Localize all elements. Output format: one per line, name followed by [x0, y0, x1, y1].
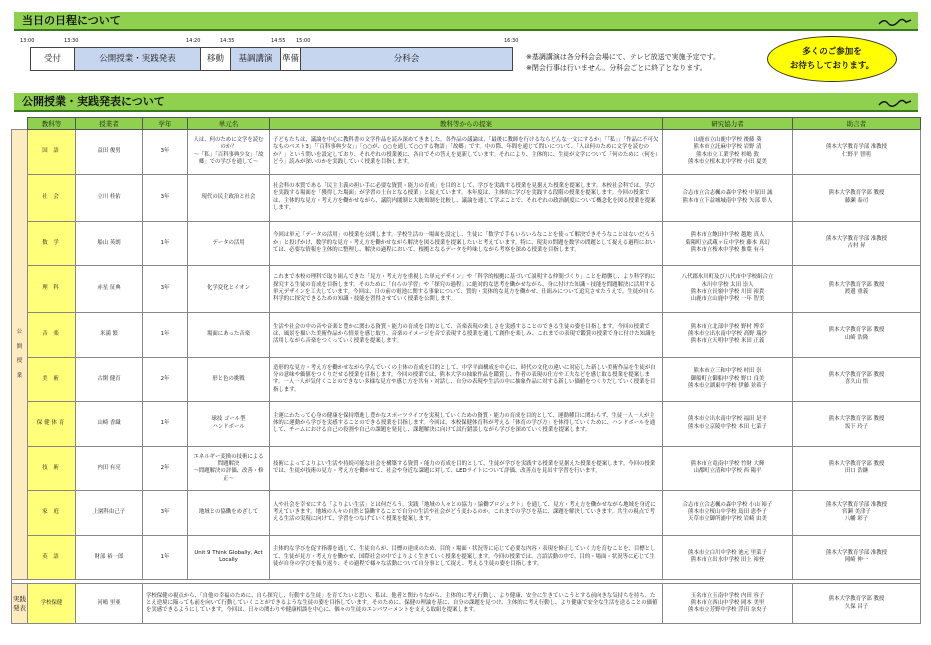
- row-subject: 国 語: [28, 130, 76, 175]
- row-cooperators: 熊本市立北部中学校 野村 博幸 熊本市立出水南中学校 高野 瑞沙 熊本市立天明中学校 米田 正義: [663, 313, 793, 358]
- header-teacher: 授業者: [76, 118, 143, 130]
- side-label-open: 公 開 授 業: [12, 130, 28, 580]
- table-row: [12, 174, 921, 221]
- row-subject: 保健体育: [28, 402, 76, 447]
- row-proposal: 子どもたちは、議論を中心に教科書の文学作品を読み深めてきました。各作品の議論は、「最後に教師を行けるならどんな一文にするか」「「私」」「作品に不可欠なものベスト3」「「百科事典少女」」「○○が、○○を通して○○する物語」「故郷」です。中の際、年間を通じて問いについて、「人は何のために文学を読むのか？」という問いを設定しており、それぞれの授業後に、各自でその答えを更新しています。それにより、主体的に、生徒が文学について「何のために（何を）どう」読みが深いのかを実践していく授業を目指します。: [270, 130, 663, 175]
- row-proposal: 社会科の本質である「民主主義の担い手に必要な資質・能力の育成」を目的として、学びを実践する授業を見据えた授業を提案します。本校社会科では、学びを実践する場面を「獲得した場面」が学習の土台となる授業」と捉えています。本年度は、主体的に学びを実践する段階の授業を提案します。今回の授業では、主体的な見方・考え方を働かせながら、議院内閣制と大統領制を比較し、議論を通して学ぶことで、それぞれの政治制度について概念化を図る授業を提案します。: [270, 174, 663, 221]
- row-teacher: 内田 有亮: [76, 446, 143, 491]
- time-label: 13:30: [64, 38, 79, 44]
- row-unit: 形と色の挑戦: [188, 357, 270, 402]
- section-schedule-title: 当日の日程について: [14, 12, 918, 31]
- row-grade: 1年: [143, 221, 188, 266]
- header-proposal: 教科等からの提案: [270, 118, 663, 130]
- table-row: [12, 313, 921, 358]
- row-unit: 場面にあった音楽: [188, 313, 270, 358]
- time-label: 14:20: [186, 38, 201, 44]
- practice-cooperators: 玉名市立玉南中学校 内田 容子 熊本市立西山中学校 岡本 美里 熊本市立芳野中学校 浮田 奈央子: [663, 584, 793, 624]
- row-proposal: 人や社会を幸せにする「よりよい生活」とは何だろう。実践「地域の人々との協力・協働プロジェクト」を通して、見方・考え方を働かせながら地域を身近に考えていきます。地域の人々の自然と協働することで自分の生活や社会がどう変わるのか。これまでの学びを基に、課題を解決していきます。共生の視点で考える生活の実現に向けて、学習をつなげていく授業を提案します。: [270, 491, 663, 536]
- row-advisors: 熊本大学教育学部 准教授 宮瀬 美津子 八幡 彩子: [793, 491, 921, 536]
- header-unit: 単元名: [188, 118, 270, 130]
- row-subject: 理 科: [28, 266, 76, 313]
- row-teacher: 山崎 香織: [76, 402, 143, 447]
- row-unit: 人は、何のために文学を読むのか？ ～「私」「百科事典少女」「故郷」での学びを通して～: [188, 130, 270, 175]
- note-line: ※閉会行事は行いません。分科会ごとに終了となります。: [526, 64, 707, 72]
- row-cooperators: 熊本市立飽田中学校 越地 真人 菊陽町立武蔵ヶ丘中学校 藤本 真幻 熊本市立桜木中学校 推葉 有斗: [663, 221, 793, 266]
- row-grade: 1年: [143, 535, 188, 580]
- table-row: [12, 130, 921, 175]
- row-grade: 2年: [143, 446, 188, 491]
- table-row: [12, 535, 921, 580]
- row-proposal: これまで本校の理科で取り組んできた「見方・考え方を重視した単元デザイン」や「科学的根拠に基づいて説明する仲間づくり」ことを踏襲し、より科学的に探究する生徒の育成を目指します。そのために「自らの学習」や「探究の過程」に絶対的な思考を働かせながら、身に付けた知識・技能を問題解決に活用する単元デザインを工夫しています。今回は、日の前の電池に関する事象について、質的・実体的な見方を働かせ、仕組みについて追究させたうえで、生徒が自ら科学的に探究できるための知識・技能を習得させていく授業を公開します。: [270, 266, 663, 313]
- time-label: 14:35: [220, 38, 235, 44]
- table-row: [12, 221, 921, 266]
- row-advisors: 熊本大学教育学部 教授 山崎 浩隆: [793, 313, 921, 358]
- row-advisors: 熊本大学教育学部 教授 田口 浩継: [793, 446, 921, 491]
- table-header-row: [12, 118, 921, 130]
- row-grade: 3年: [143, 130, 188, 175]
- time-label: 16:30: [504, 38, 519, 44]
- table-row: [12, 357, 921, 402]
- schedule-timeline: [30, 47, 513, 71]
- row-subject: 音 楽: [28, 313, 76, 358]
- practice-proposal: 学校保健の視点から、「自他の幸福のために、自ら探究し、行動する生徒」を育てたいと思い、私は、他者と関わりながら、主体的に考え行動し、より健康、安全に生きていこうとする前向きな気持ちを持ち、たとえ逆境に陥っても前を向いて行動していくことができるような生徒の姿を目指しています。そのために、保健の理論を基に、自分の課題を見つけ、主体的に考え行動し、より健康で安全な生活を送ることの価値を実感できるようにしています。今回は、日々の関わりや健康相談を中心に、個々の生徒のエンパワーメントを支える取組を提案します。: [143, 584, 663, 624]
- row-unit: 現代の民主政治と社会: [188, 174, 270, 221]
- row-cooperators: 山鹿市立山鹿中学校 後藤 葵 熊本市立託麻中学校 岩野 清 熊本市立工業学校 杉嶋 敦 熊本市立植木北中学校 小田 夏美: [663, 130, 793, 175]
- timeline-prep: 準備: [281, 48, 301, 70]
- practice-row: [12, 584, 921, 624]
- row-cooperators: 八代郡氷川町及び八代市中学校組合立 氷川中学校 太田 崇人 熊本市立長嶺中学校 川田 裕貴 山鹿市立山鹿中学校 一年 智美: [663, 266, 793, 313]
- bubble-line: 多くのご参加を: [802, 47, 862, 57]
- time-label: 15:00: [296, 38, 311, 44]
- row-unit: エネルギー変換の技術による問題解決 ～問題解決の評価、改善・修正～: [188, 446, 270, 491]
- row-teacher: 上園科由己子: [76, 491, 143, 536]
- table-row: [12, 491, 921, 536]
- timeline-open-class: 公開授業・実践発表: [75, 48, 201, 70]
- header-advisors: 助言者: [793, 118, 921, 130]
- time-label: 13:00: [20, 38, 35, 44]
- row-unit: 化学変化とイオン: [188, 266, 270, 313]
- row-teacher: 益田 俊男: [76, 130, 143, 175]
- row-unit: Unit 9 Think Globally, Act Locally: [188, 535, 270, 580]
- row-subject: 英 語: [28, 535, 76, 580]
- row-subject: 社 会: [28, 174, 76, 221]
- row-advisors: 熊本大学教育学部 准教授 吉村 昇: [793, 221, 921, 266]
- row-subject: 家 庭: [28, 491, 76, 536]
- row-grade: 1年: [143, 313, 188, 358]
- row-advisors: 熊本大学教育学部 教授 喜久山 悟: [793, 357, 921, 402]
- bubble-line: お待ちしております。: [789, 61, 875, 71]
- row-proposal: 今回は単元「データの活用」の授業を公開します。学校生活の一場面を設定し、生徒に「数学で手もいろいろなことを使って解決できそうなことはないだろうか」と投げかけ、数学的な見方・考え方を働かせながら解決を図る授業を提案したいと考えています。特に、現実の問題を数学の問題として捉える過程においては、必要な情報を主体的に整理し、解決の過程において、根拠となるデータを吟味しながら考察を深める授業を目指します。: [270, 221, 663, 266]
- row-advisors: 熊本大学教育学部 教授 藤瀬 泰司: [793, 174, 921, 221]
- row-subject: 数 学: [28, 221, 76, 266]
- row-cooperators: 熊本市立白川中学校 池元 里菜子 熊本市立出水中学校 田上 裕登: [663, 535, 793, 580]
- row-proposal: 主体的な学びを促す指導を通して、生徒自らが、目標の達成のため、目的・場面・状況等に応じて必要な内容・表現を修正していく力を育むことを、目標として、生徒が見方・考え方を働かせ、国際社会の中でよりよく生きていく授業を提案します。今回の授業では、言語活動の中で、目的・場面・状況等に応じて生徒が自身の学びを振り返り、その過程で様々な活動について自分事として捉え、考える生徒の姿を目指します。: [270, 535, 663, 580]
- row-subject: 技 術: [28, 446, 76, 491]
- decorative-logo-icon: [878, 16, 912, 26]
- row-grade: 2年: [143, 357, 188, 402]
- row-grade: 3年: [143, 266, 188, 313]
- header-subject: 教科等: [28, 118, 76, 130]
- row-unit: 球技 ゴール型 ハンドボール: [188, 402, 270, 447]
- open-class-table: [11, 117, 921, 624]
- row-proposal: 技術によってよりよい生活や持続可能な社会を構築する資質・能力の育成を目的として、生徒が学びを実践する授業を見据えた授業を提案します。今回の授業では、生徒が技術の見方・考え方を働かせて、社会や身近な課題に対して、LEDライトについて評価、改善点を見出す学習を行います。: [270, 446, 663, 491]
- row-teacher: 古閑 健育: [76, 357, 143, 402]
- side-label-practice: 実践 発表: [12, 584, 28, 624]
- table-row: [12, 402, 921, 447]
- row-cooperators: 合志市立合志楓の森中学校 中原田 誠 熊本市立下益城城南中学校 矢部 彰人: [663, 174, 793, 221]
- timeline-keynote: 基調講演: [231, 48, 281, 70]
- row-advisors: 熊本大学教育学部 准教授 仁野平 智明: [793, 130, 921, 175]
- row-unit: データの活用: [188, 221, 270, 266]
- time-label: 14:55: [271, 38, 286, 44]
- header-grade: 学年: [143, 118, 188, 130]
- header-cooperators: 研究協力者: [663, 118, 793, 130]
- row-proposal: 主運にわたって心身の健康を保持増進し豊かなスポーツライフを実現していくための資質・能力の育成を目的として、運動種目に関わらず、生徒一人一人が主体的に運動から学びを実感することのできる授業を目指します。今回は、本校保健体育科が考える「体育の学び方」を体得していくために、ハンドボールを通して、チームにおける自己の役割や自己の課題を発見し、課題解決に向けて試行錯誤しながら学びを深めていく授業を提案します。: [270, 402, 663, 447]
- timeline-breakout: 分科会: [301, 48, 512, 70]
- row-cooperators: 熊本市立出水南中学校 福田 是平 熊本市立京陵中学校 本田 七菜子: [663, 402, 793, 447]
- schedule-notes: [526, 52, 720, 74]
- note-line: ※基調講演は各分科会会場にて、テレビ放送で実施予定です。: [526, 53, 721, 61]
- row-teacher: 船山 英朗: [76, 221, 143, 266]
- row-proposal: 生活や社会の中の音や音楽と豊かに関わる資質・能力の育成を目的として、音楽表現の楽しさを実感することのできる生徒の姿を目指します。今回の授業では、風景を描いた美術作品から情景を感じ取り、音楽のイメージを音で表現する授業を通して創作を楽しみ、これまでの表現で鑑賞の授業で身に付けた知識を活用しながら音楽をつくっていく授業を提案します。: [270, 313, 663, 358]
- row-advisors: 熊本大学教育学部 准教授 岡崎 伸一: [793, 535, 921, 580]
- row-grade: 3年: [143, 174, 188, 221]
- row-teacher: 財部 裕一郎: [76, 535, 143, 580]
- row-unit: 地域との協働をめざして: [188, 491, 270, 536]
- timeline-reception: 受付: [31, 48, 75, 70]
- row-grade: 3年: [143, 491, 188, 536]
- row-cooperators: 熊本市立三和中学校 村田 崇 御船町立御船中学校 野口 良美 熊本市立湖東中学校 伊藤 並希子: [663, 357, 793, 402]
- section-open-class-title: 公開授業・実践発表について: [14, 93, 918, 112]
- practice-advisors: 熊本大学教育学部 教授 久保 昌子: [793, 584, 921, 624]
- row-teacher: 立川 桂佑: [76, 174, 143, 221]
- row-teacher: 赤星 征典: [76, 266, 143, 313]
- row-cooperators: 合志市立合志楓の森中学校 小山 裕子 熊本市立桜山中学校 島田 恵李子 天草市立御所浦中学校 岩崎 由美: [663, 491, 793, 536]
- row-cooperators: 熊本市立竜南中学校 竹財 大輝 山都町立清和中学校 西 陽平: [663, 446, 793, 491]
- decorative-logo-icon: [878, 97, 912, 107]
- table-row: [12, 266, 921, 313]
- header-spacer: [12, 118, 28, 130]
- practice-teacher: 河嶋 里亜: [76, 584, 143, 624]
- timeline-move: 移動: [201, 48, 231, 70]
- row-advisors: 熊本大学教育学部 教授 坂下 玲子: [793, 402, 921, 447]
- row-teacher: 米満 繁: [76, 313, 143, 358]
- row-advisors: 熊本大学教育学部 教授 渡邊 重義: [793, 266, 921, 313]
- row-subject: 美 術: [28, 357, 76, 402]
- row-proposal: 造形的な見方・考え方を働かせながら学んでいくの主体の育成を目的として、中学平面構成を中心に、時代の文化の違いに対応した新しい美術作品を生徒が自分の意味や価値をつくりだせる授業を目指します。今回の授業では、熊本大学の抽象作品を鑑賞し、作者の表現の仕方や工夫などを感じ取る授業を提案します。一人一人が気付くことのできない多様な見方や感じ方を共有・対話し、自分の表現や生活の中に抽象作品に対する新しい価値をつくりだしていく授業を目指します。: [270, 357, 663, 402]
- row-grade: 1年: [143, 402, 188, 447]
- invitation-bubble: [767, 36, 897, 82]
- practice-subject: 学校保健: [28, 584, 76, 624]
- table-row: [12, 446, 921, 491]
